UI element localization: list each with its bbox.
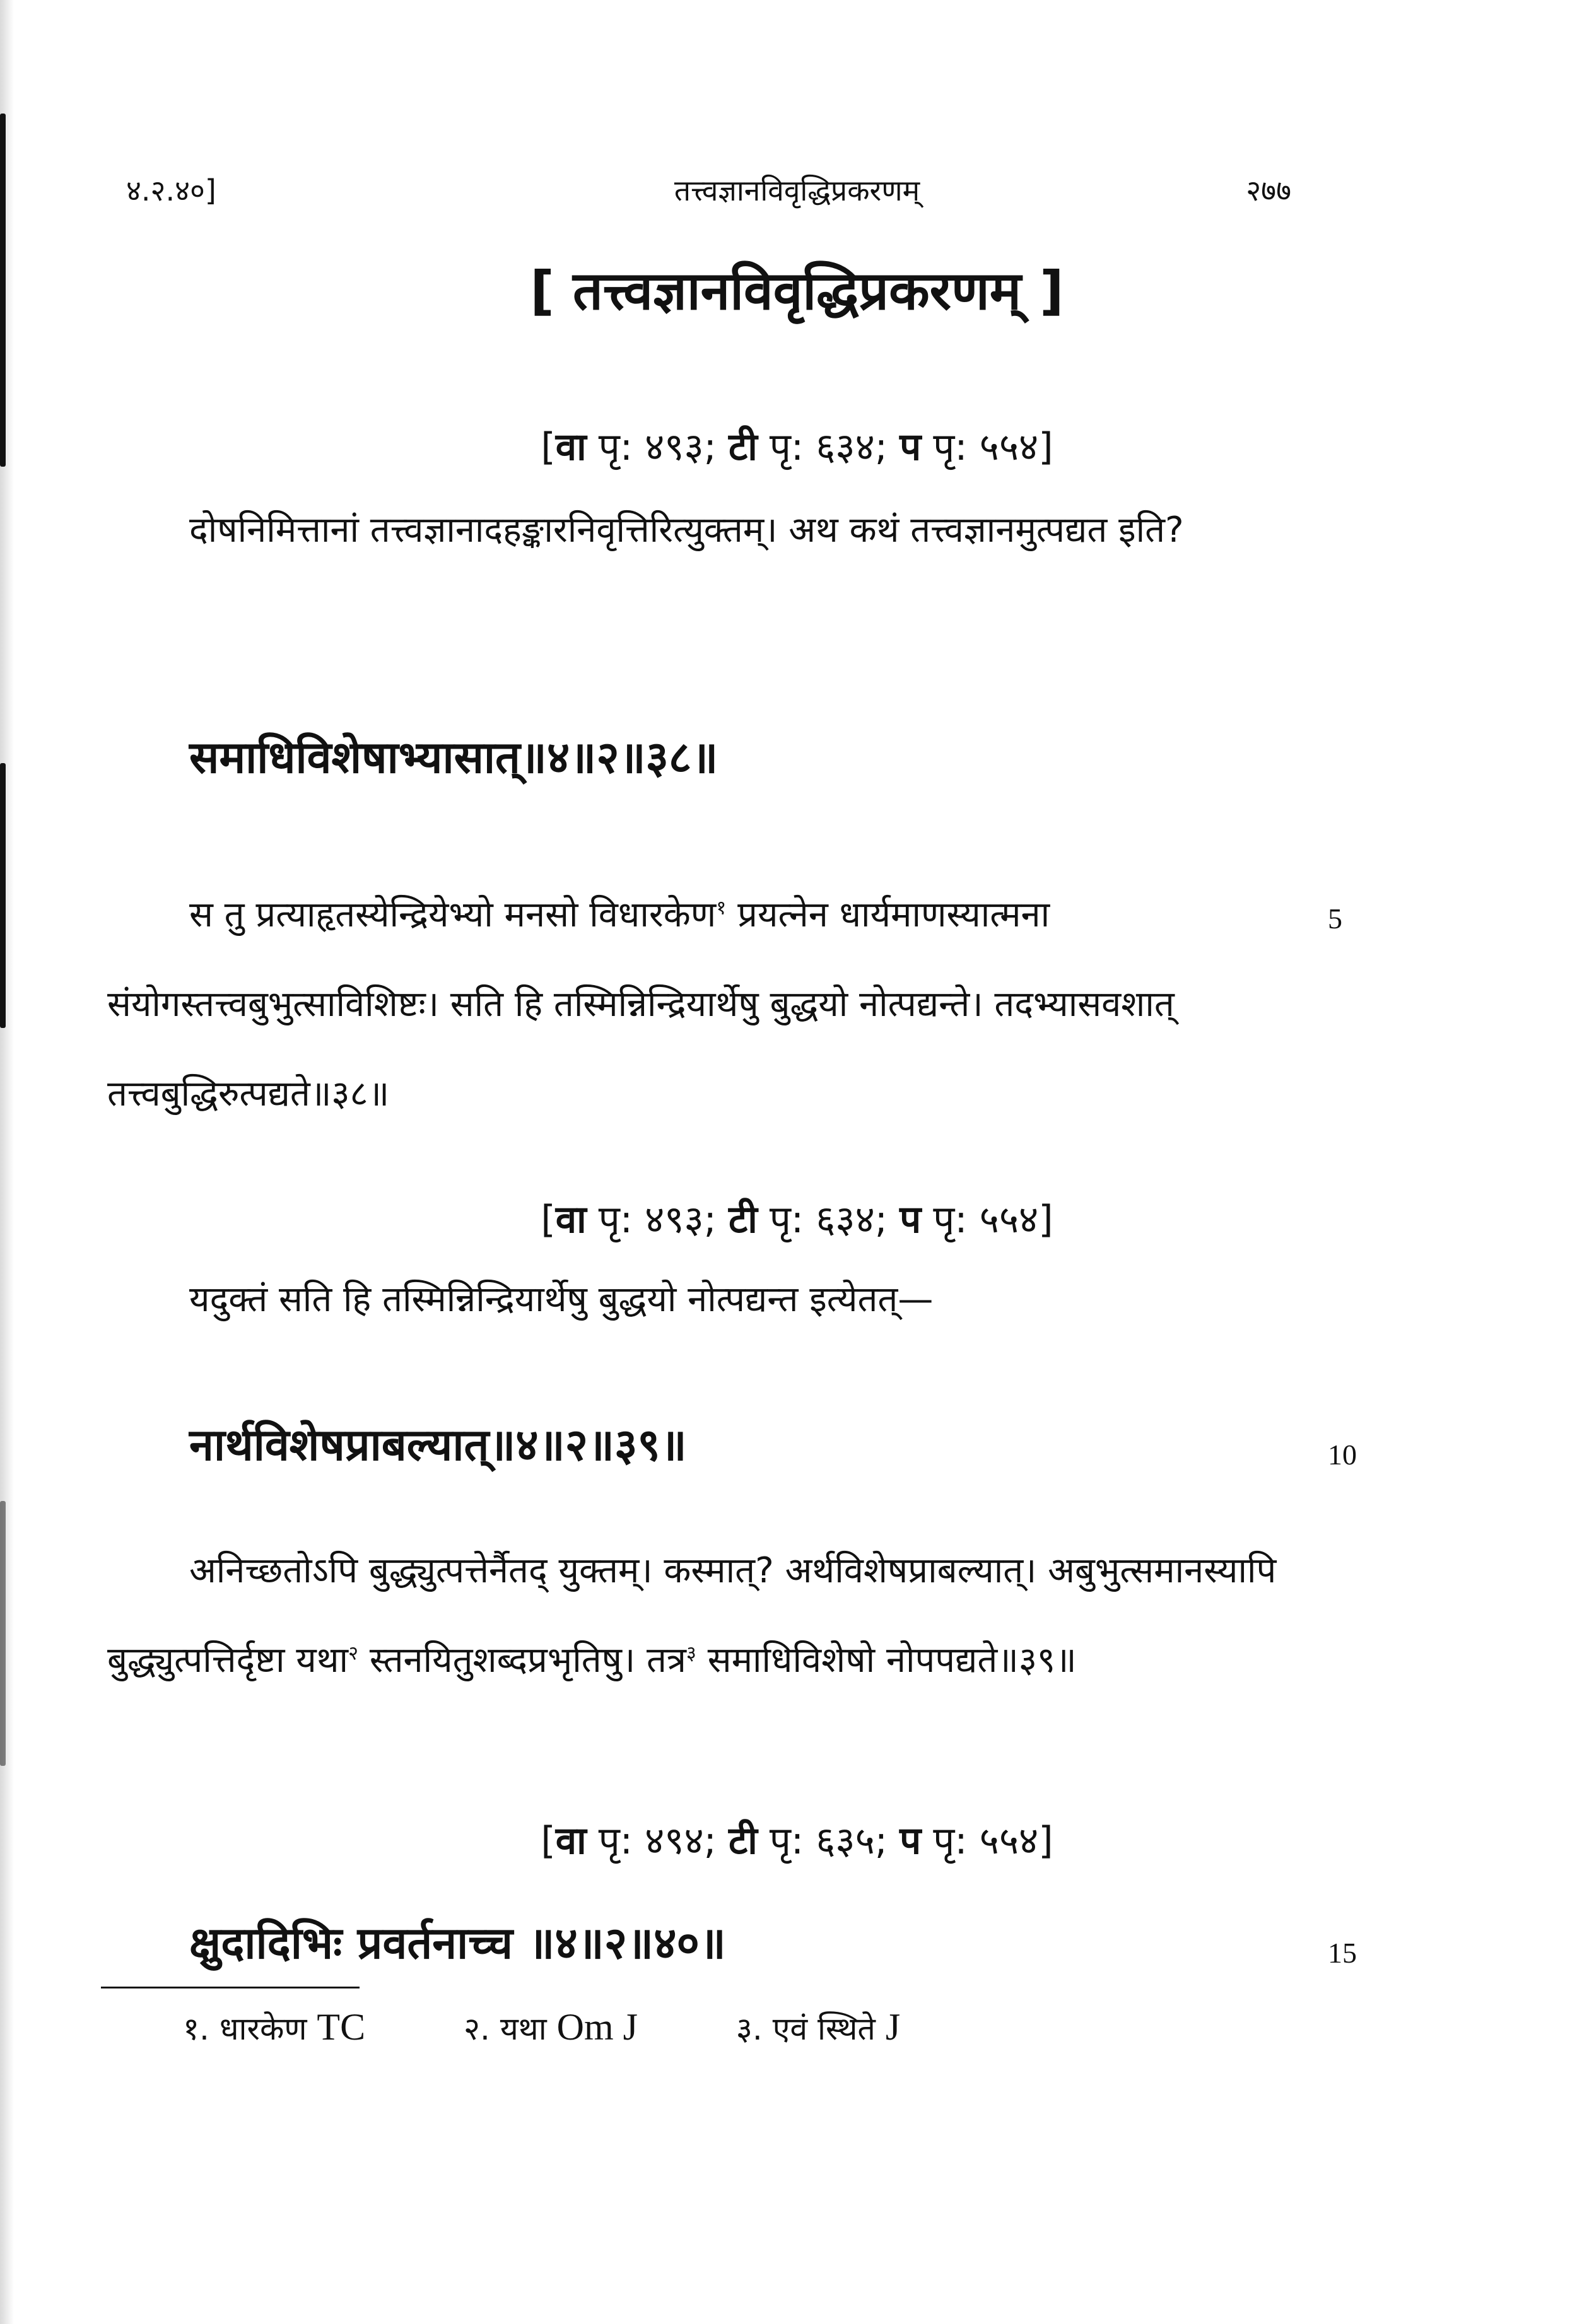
- line-number: 10: [1328, 1439, 1357, 1471]
- commentary-reference: [वा पृ: ४९३; टी पृ: ६३४; प पृ: ५५४]: [541, 1198, 1053, 1242]
- paragraph: यदुक्तं सति हि तस्मिन्निन्द्रियार्थेषु बुद्धयो नोत्पद्यन्त इत्येतत्—: [189, 1279, 934, 1320]
- sutra-heading: नार्थविशेषप्राबल्यात्॥४॥२॥३९॥: [189, 1419, 687, 1471]
- commentary-reference: [वा पृ: ४९४; टी पृ: ६३५; प पृ: ५५४]: [541, 1819, 1053, 1863]
- line-number: 15: [1328, 1937, 1357, 1969]
- running-head-verse-ref: ४.२.४०]: [126, 173, 216, 207]
- paragraph: दोषनिमित्तानां तत्त्वज्ञानादहङ्कारनिवृत्तिरित्युक्तम्। अथ कथं तत्त्वज्ञानमुत्पद्यत इति?: [189, 510, 1184, 551]
- footnote-rule: [101, 1987, 360, 1988]
- section-title: [ तत्त्वज्ञानविवृद्धिप्रकरणम् ]: [530, 260, 1064, 322]
- scan-binding-mark: [0, 763, 6, 1028]
- footnote-marker: २: [348, 1642, 359, 1665]
- footnotes: [183, 2006, 988, 2049]
- page-number: २७७: [1246, 173, 1291, 207]
- sutra-heading: क्षुदादिभिः प्रवर्तनाच्च ॥४॥२॥४०॥: [189, 1917, 726, 1969]
- footnote: १. धारकेण TC: [183, 2006, 366, 2048]
- line-number: 5: [1328, 902, 1342, 935]
- footnote: २. यथा Om J: [464, 2006, 638, 2048]
- running-head-title: तत्त्वज्ञानविवृद्धिप्रकरणम्: [674, 173, 920, 207]
- sutra-heading: समाधिविशेषाभ्यासात्॥४॥२॥३८॥: [189, 732, 718, 783]
- scan-binding-mark: [0, 1501, 6, 1766]
- commentary-reference: [वा पृ: ४९३; टी पृ: ६३४; प पृ: ५५४]: [541, 425, 1053, 469]
- footnote-marker: १: [716, 896, 727, 920]
- paragraph: अनिच्छतोऽपि बुद्ध्युत्पत्तेर्नैतद् युक्तम्। कस्मात्? अर्थविशेषप्राबल्यात्। अबुभुत्समानस्यापि बुद्ध्युत्पत्तिर्दृष्टा यथा$^२$ स्तनयितुशब्दप्रभृतिषु। तत्र$^३$ समाधिविशेषो नोपपद्यते॥३९॥: [107, 1550, 1277, 1681]
- footnote-marker: ३: [686, 1642, 696, 1665]
- footnote: ३. एवं स्थिते J: [735, 2006, 901, 2048]
- paragraph: स तु प्रत्याहृतस्येन्द्रियेभ्यो मनसो विधारकेण$^१$ प्रयत्नेन धार्यमाणस्यात्मना संयोगस्तत्त्वबुभुत्साविशिष्टः। सति हि तस्मिन्निन्द्रियार्थेषु बुद्धयो नोत्पद्यन्ते। तदभ्यासवशात् तत्त्वबुद्धिरुत्पद्यते॥३८॥: [107, 894, 1175, 1114]
